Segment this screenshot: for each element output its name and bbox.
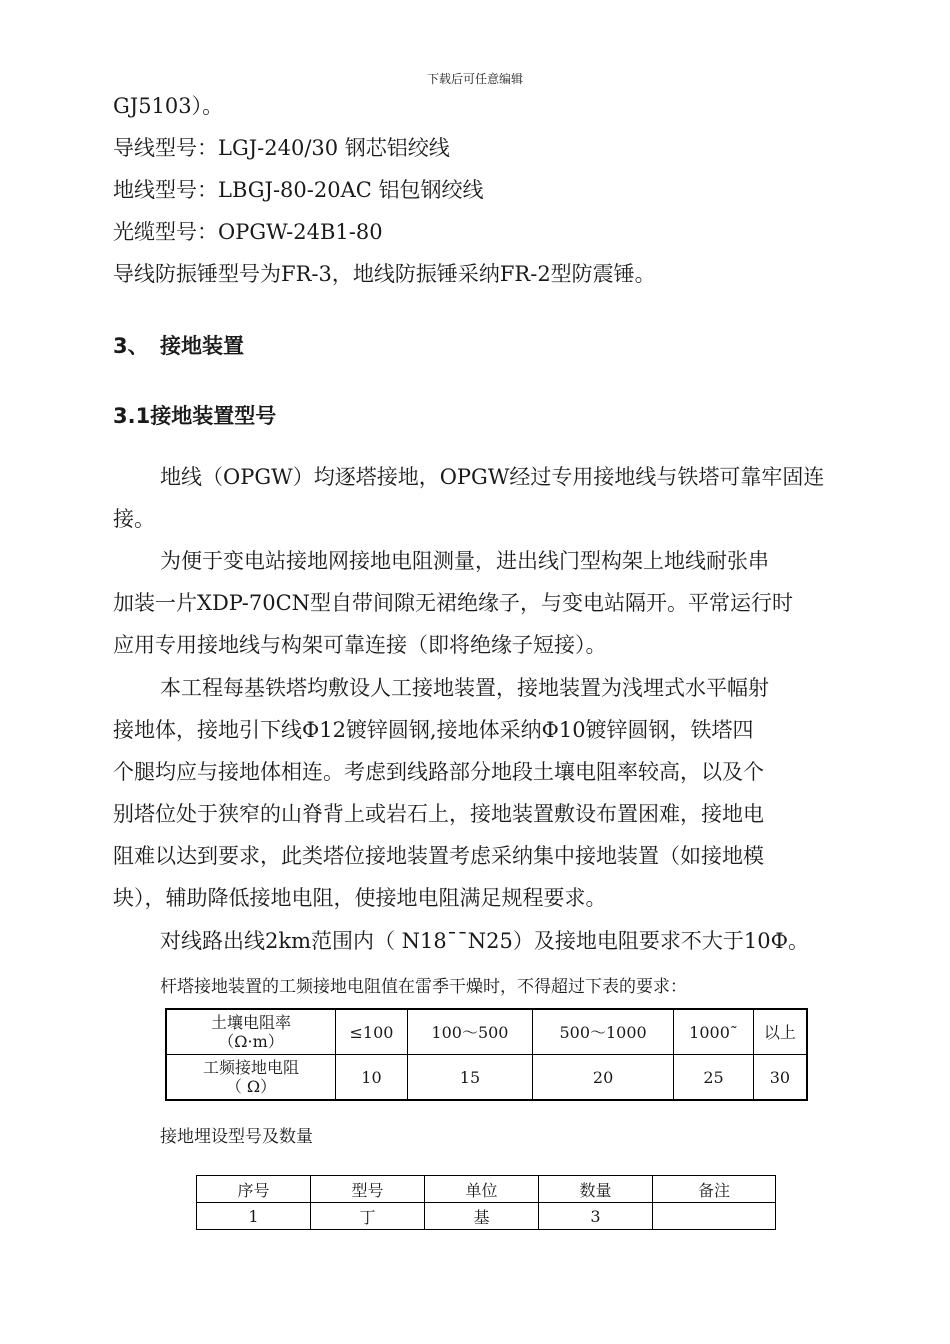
paragraph-line: 别塔位处于狭窄的山脊背上或岩石上，接地装置敷设布置困难，接地电 [113, 802, 764, 826]
row-header-label: 工频接地电阻 [202, 1058, 299, 1077]
table-cell: 25 [674, 1055, 754, 1101]
paragraph-line: 地线（OPGW）均逐塔接地，OPGW经过专用接地线与铁塔可靠牢固连 [160, 465, 825, 489]
table-cell: 100～500 [407, 1009, 532, 1055]
paragraph-line: 接地体，接地引下线Φ12镀锌圆钢,接地体采纳Φ10镀锌圆钢，铁塔四 [113, 718, 754, 742]
row-header-unit: （ Ω） [225, 1077, 277, 1096]
table-header-cell: 数量 [539, 1176, 653, 1203]
table-cell: ≤100 [336, 1009, 408, 1055]
damper-type-line: 导线防振锤型号为FR-3，地线防振锤采纳FR-2型防震锤。 [113, 262, 656, 286]
optical-cable-type-line: 光缆型号：OPGW-24B1-80 [113, 220, 383, 244]
paragraph-line: 个腿均应与接地体相连。考虑到线路部分地段土壤电阻率较高，以及个 [113, 760, 764, 784]
table-cell: 以上 [753, 1009, 807, 1055]
table-cell: 1 [197, 1203, 311, 1230]
paragraph-line: 对线路出线2km范围内（ N18¯¯N25）及接地电阻要求不大于10Ф。 [160, 929, 810, 953]
table-row [197, 1203, 776, 1230]
table-cell: 20 [532, 1055, 673, 1101]
paragraph-line: 为便于变电站接地网接地电阻测量，进出线门型构架上地线耐张串 [160, 549, 769, 573]
section-title: 接地装置 [160, 334, 244, 358]
table-cell: 基 [425, 1203, 539, 1230]
table-cell: 15 [407, 1055, 532, 1101]
table-header-cell: 单位 [425, 1176, 539, 1203]
table-row [166, 1009, 807, 1055]
section-number: 3、 [113, 334, 149, 358]
ground-wire-type-line: 地线型号：LBGJ-80-20AC 铝包钢绞线 [113, 178, 484, 202]
table-header-cell [166, 1055, 336, 1101]
table-header-cell [166, 1009, 336, 1055]
table-cell [653, 1203, 776, 1230]
table-header-row [197, 1176, 776, 1203]
table-cell: 10 [336, 1055, 408, 1101]
paragraph-line: 加装一片XDP-70CN型自带间隙无裙绝缘子，与变电站隔开。平常运行时 [113, 591, 794, 615]
conductor-type-line: 导线型号：LGJ-240/30 钢芯铝绞线 [113, 136, 450, 160]
table-row [166, 1055, 807, 1101]
text-line: GJ5103）。 [113, 94, 224, 118]
table-cell: 30 [753, 1055, 807, 1101]
table-header-cell: 序号 [197, 1176, 311, 1203]
paragraph-line: 应用专用接地线与构架可靠连接（即将绝缘子短接）。 [113, 633, 607, 657]
table-cell: 3 [539, 1203, 653, 1230]
table-cell: 500～1000 [532, 1009, 673, 1055]
table1-caption: 杆塔接地装置的工频接地电阻值在雷季干燥时，不得超过下表的要求： [160, 977, 687, 997]
page-header: 下载后可任意编辑 [426, 72, 523, 86]
row-header-unit: （Ω·m） [218, 1032, 284, 1051]
paragraph-line: 接。 [113, 507, 155, 531]
grounding-resistance-table [165, 1008, 808, 1101]
table-header-cell: 型号 [311, 1176, 425, 1203]
paragraph-line: 块），辅助降低接地电阻，使接地电阻满足规程要求。 [113, 886, 607, 910]
table2-caption: 接地埋设型号及数量 [160, 1127, 313, 1147]
paragraph-line: 本工程每基铁塔均敷设人工接地装置，接地装置为浅埋式水平幅射 [160, 676, 769, 700]
subsection-title: 3.1接地装置型号 [113, 404, 277, 428]
paragraph-line: 阻难以达到要求，此类塔位接地装置考虑采纳集中接地装置（如接地模 [113, 844, 764, 868]
table-header-cell: 备注 [653, 1176, 776, 1203]
table-cell: 1000˜ [674, 1009, 754, 1055]
table-cell: 丁 [311, 1203, 425, 1230]
grounding-quantity-table [196, 1175, 776, 1230]
row-header-label: 土壤电阻率 [210, 1013, 291, 1032]
